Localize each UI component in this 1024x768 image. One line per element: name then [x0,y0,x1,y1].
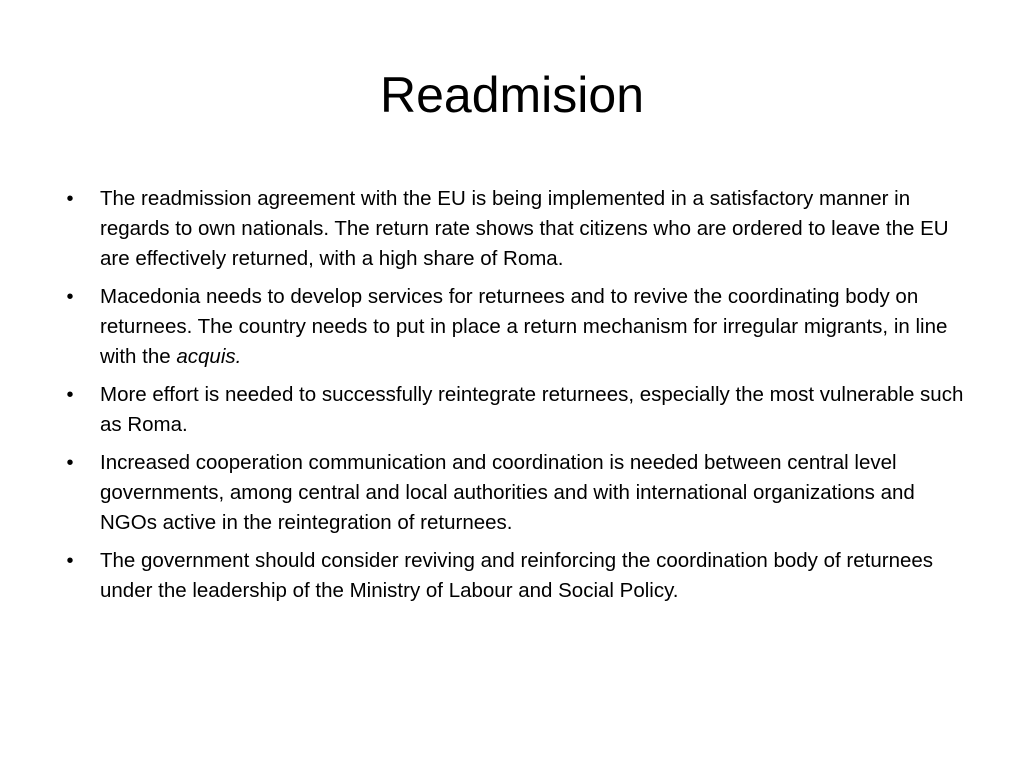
bullet-text [100,285,947,368]
bullet-text: The government should consider reviving and reinforcing the coordination body of returnees under the leadership of the Ministry of Labour and Social Policy. [100,549,934,602]
bullet-dot-icon: • [66,452,74,474]
bullet-text: More effort is needed to successfully reintegrate returnees, especially the most vulnerable such as Roma. [100,383,964,436]
bullet-text-main: Macedonia needs to develop services for returnees and to revive the coordinating body on returnees. The country needs to put in place a return mechanism for irregular migrants, in line with the [100,285,948,368]
bullet-dot-icon: • [66,188,74,210]
bullet-text-emphasis: acquis. [176,345,242,368]
bullet-item [60,380,970,440]
bullet-item [60,184,970,274]
bullet-dot-icon: • [66,550,74,572]
slide-title: Readmision [379,67,644,123]
bullet-item [60,546,970,606]
bullet-text: Increased cooperation communication and coordination is needed between central level governments, among central and local authorities and with international organizations and NGOs active in the reintegration of returnees. [100,451,915,534]
bullet-dot-icon: • [66,384,74,406]
bullet-dot-icon: • [66,286,74,308]
bullet-item [60,282,970,372]
bullet-text: The readmission agreement with the EU is being implemented in a satisfactory manner in regards to own nationals. The return rate shows that citizens who are ordered to leave the EU are effectively returned, with a high share of Roma. [100,187,949,270]
bullet-item [60,448,970,538]
bullet-list [60,184,970,614]
